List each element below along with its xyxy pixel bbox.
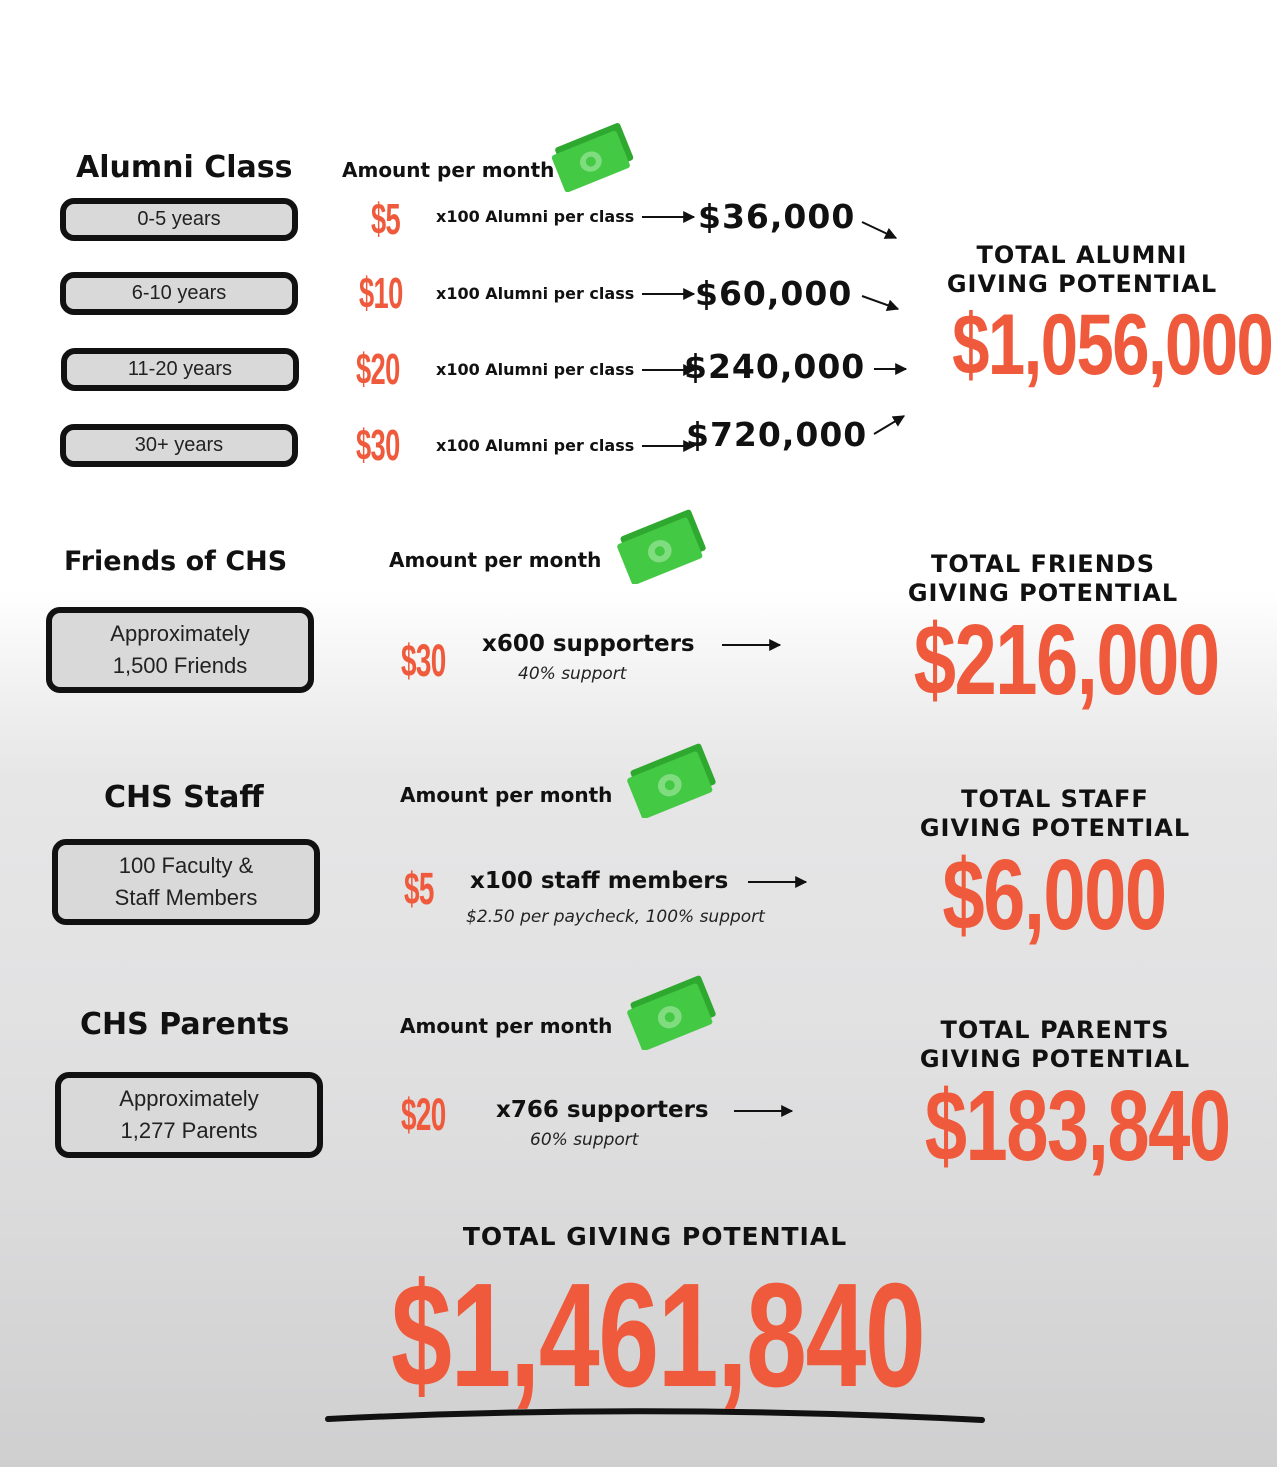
friends-amount-label: Amount per month [389, 548, 602, 572]
alumni-subtotal: $720,000 [686, 415, 868, 454]
friends-multiplier: x600 supporters [482, 631, 695, 657]
alumni-subtotal: $60,000 [695, 274, 853, 313]
alumni-subtotal: $36,000 [698, 197, 856, 236]
alumni-multiplier: x100 Alumni per class [436, 360, 635, 379]
money-bills-icon [548, 120, 640, 196]
parents-amount-label: Amount per month [400, 1014, 613, 1038]
alumni-total: $1,056,000 [952, 297, 1273, 393]
alumni-multiplier: x100 Alumni per class [436, 436, 635, 455]
parents-multiplier: x766 supporters [496, 1097, 709, 1123]
alumni-amount: $5 [371, 195, 401, 244]
friends-group-box: Approximately 1,500 Friends [46, 607, 314, 693]
friends-heading: Friends of CHS [64, 546, 288, 577]
parents-group-box: Approximately 1,277 Parents [55, 1072, 323, 1158]
arrow-icon [874, 416, 904, 434]
staff-total-label: TOTAL STAFF GIVING POTENTIAL [919, 785, 1191, 842]
alumni-amount-label: Amount per month [342, 158, 555, 182]
parents-note: 60% support [530, 1130, 639, 1150]
arrow-icon [862, 222, 896, 238]
staff-multiplier: x100 staff members [470, 868, 729, 894]
staff-total: $6,000 [942, 839, 1166, 951]
staff-amount-label: Amount per month [400, 783, 613, 807]
parents-heading: CHS Parents [80, 1007, 290, 1042]
alumni-multiplier: x100 Alumni per class [436, 284, 635, 303]
staff-amount: $5 [404, 863, 434, 914]
alumni-class-pill: 30+ years [60, 424, 298, 467]
friends-total: $216,000 [913, 604, 1219, 716]
friends-total-label: TOTAL FRIENDS GIVING POTENTIAL [907, 550, 1179, 607]
parents-total-label: TOTAL PARENTS GIVING POTENTIAL [919, 1016, 1191, 1073]
parents-amount: $20 [401, 1089, 446, 1140]
staff-group-box: 100 Faculty & Staff Members [52, 839, 320, 925]
money-bills-icon [622, 742, 722, 822]
alumni-total-label: TOTAL ALUMNI GIVING POTENTIAL [946, 241, 1218, 298]
alumni-heading: Alumni Class [76, 150, 293, 185]
grand-total-label: TOTAL GIVING POTENTIAL [462, 1222, 848, 1251]
money-bills-icon [622, 974, 722, 1054]
grand-total: $1,461,840 [391, 1253, 925, 1418]
alumni-class-pill: 0-5 years [60, 198, 298, 241]
alumni-class-pill: 6-10 years [60, 272, 298, 315]
staff-heading: CHS Staff [104, 780, 264, 815]
parents-total: $183,840 [924, 1070, 1230, 1182]
staff-note: $2.50 per paycheck, 100% support [466, 907, 765, 927]
friends-amount: $30 [401, 635, 446, 686]
friends-note: 40% support [518, 664, 627, 684]
alumni-amount: $20 [356, 345, 400, 394]
alumni-class-pill: 11-20 years [61, 348, 299, 391]
alumni-amount: $10 [359, 269, 403, 318]
alumni-multiplier: x100 Alumni per class [436, 207, 635, 226]
money-bills-icon [612, 508, 712, 588]
alumni-amount: $30 [356, 421, 400, 470]
alumni-subtotal: $240,000 [684, 347, 866, 386]
arrow-icon [862, 296, 898, 309]
